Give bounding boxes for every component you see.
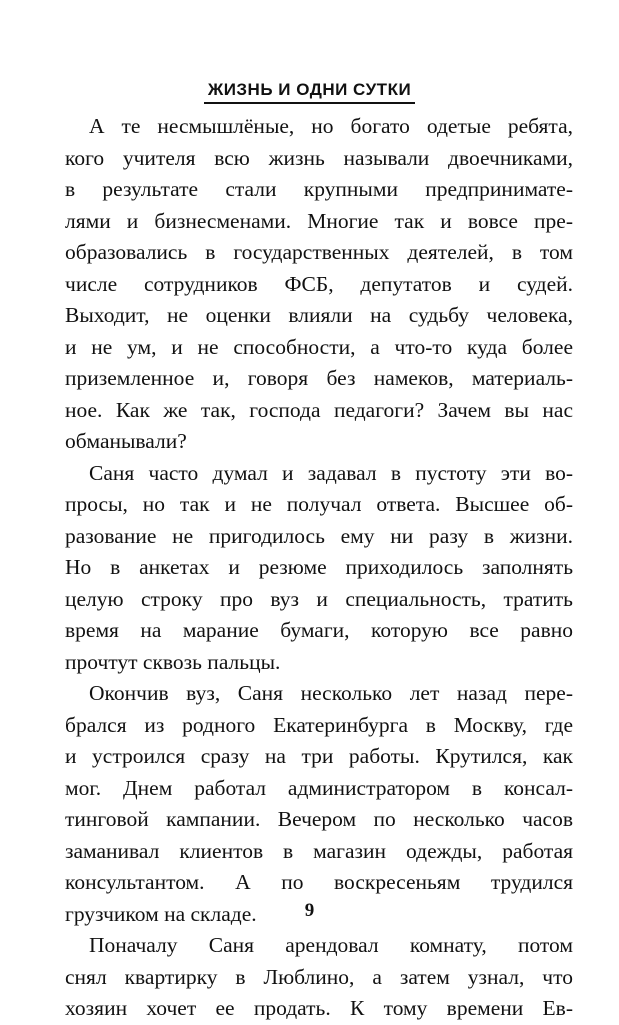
text-line: Саня часто думал и задавал в пустоту эти во- [89,460,573,485]
running-header [0,80,619,104]
text-line: ное. Как же так, господа педагоги? Зачем вы нас [65,397,573,422]
header-title: ЖИЗНЬ И ОДНИ СУТКИ [204,80,415,104]
text-line: брался из родного Екатеринбурга в Москву, где [65,712,573,737]
text-line: Окончив вуз, Саня несколько лет назад пере- [89,681,573,705]
text-line: целую строку про вуз и специальность, тратить [65,586,573,611]
text-line: консультантом. А по воскресеньям трудился [65,870,573,894]
page-footer [0,900,619,922]
paragraph [65,930,573,1025]
text-line: и не ум, и не способности, а что-то куда более [65,334,573,359]
text-line: приземленное и, говоря без намеков, материаль- [65,366,573,390]
text-line: лями и бизнесменами. Многие так и вовсе пре- [65,208,573,233]
text-line: заманивал клиентов в магазин одежды, работая [65,838,573,863]
text-line: время на марание бумаги, которую все равно [65,618,573,642]
text-line: прочтут сквозь пальцы. [65,649,281,674]
text-line: обманывали? [65,429,187,453]
body-text [65,111,573,1025]
text-line: мог. Днем работал администратором в консал- [65,775,573,800]
text-line: Но в анкетах и резюме приходилось заполнять [65,555,573,579]
paragraph [65,458,573,679]
text-line: тинговой кампании. Вечером по несколько часов [65,807,573,831]
text-line: и устроился сразу на три работы. Крутился, как [65,744,573,768]
text-line: Поначалу Саня арендовал комнату, потом [89,933,573,957]
paragraph [65,678,573,930]
text-line: А те несмышлёные, но богато одетые ребята, [89,114,573,138]
text-line: грузчиком на складе. [65,901,257,926]
text-line: числе сотрудников ФСБ, депутатов и судей. [65,271,573,296]
text-line: Выходит, не оценки влияли на судьбу человека, [65,303,573,327]
text-line: просы, но так и не получал ответа. Высшее об- [65,492,573,516]
text-line: в результате стали крупными предпринимате- [65,177,573,201]
text-line: образовались в государственных деятелей, в том [65,240,573,264]
text-line: хозяин хочет ее продать. К тому времени Ев- [65,996,573,1020]
page-number: 9 [304,900,315,921]
text-line: разование не пригодилось ему ни разу в жизни. [65,523,573,548]
text-line: снял квартирку в Люблино, а затем узнал, что [65,964,573,989]
paragraph [65,111,573,458]
text-line: кого учителя всю жизнь называли двоечниками, [65,145,573,170]
